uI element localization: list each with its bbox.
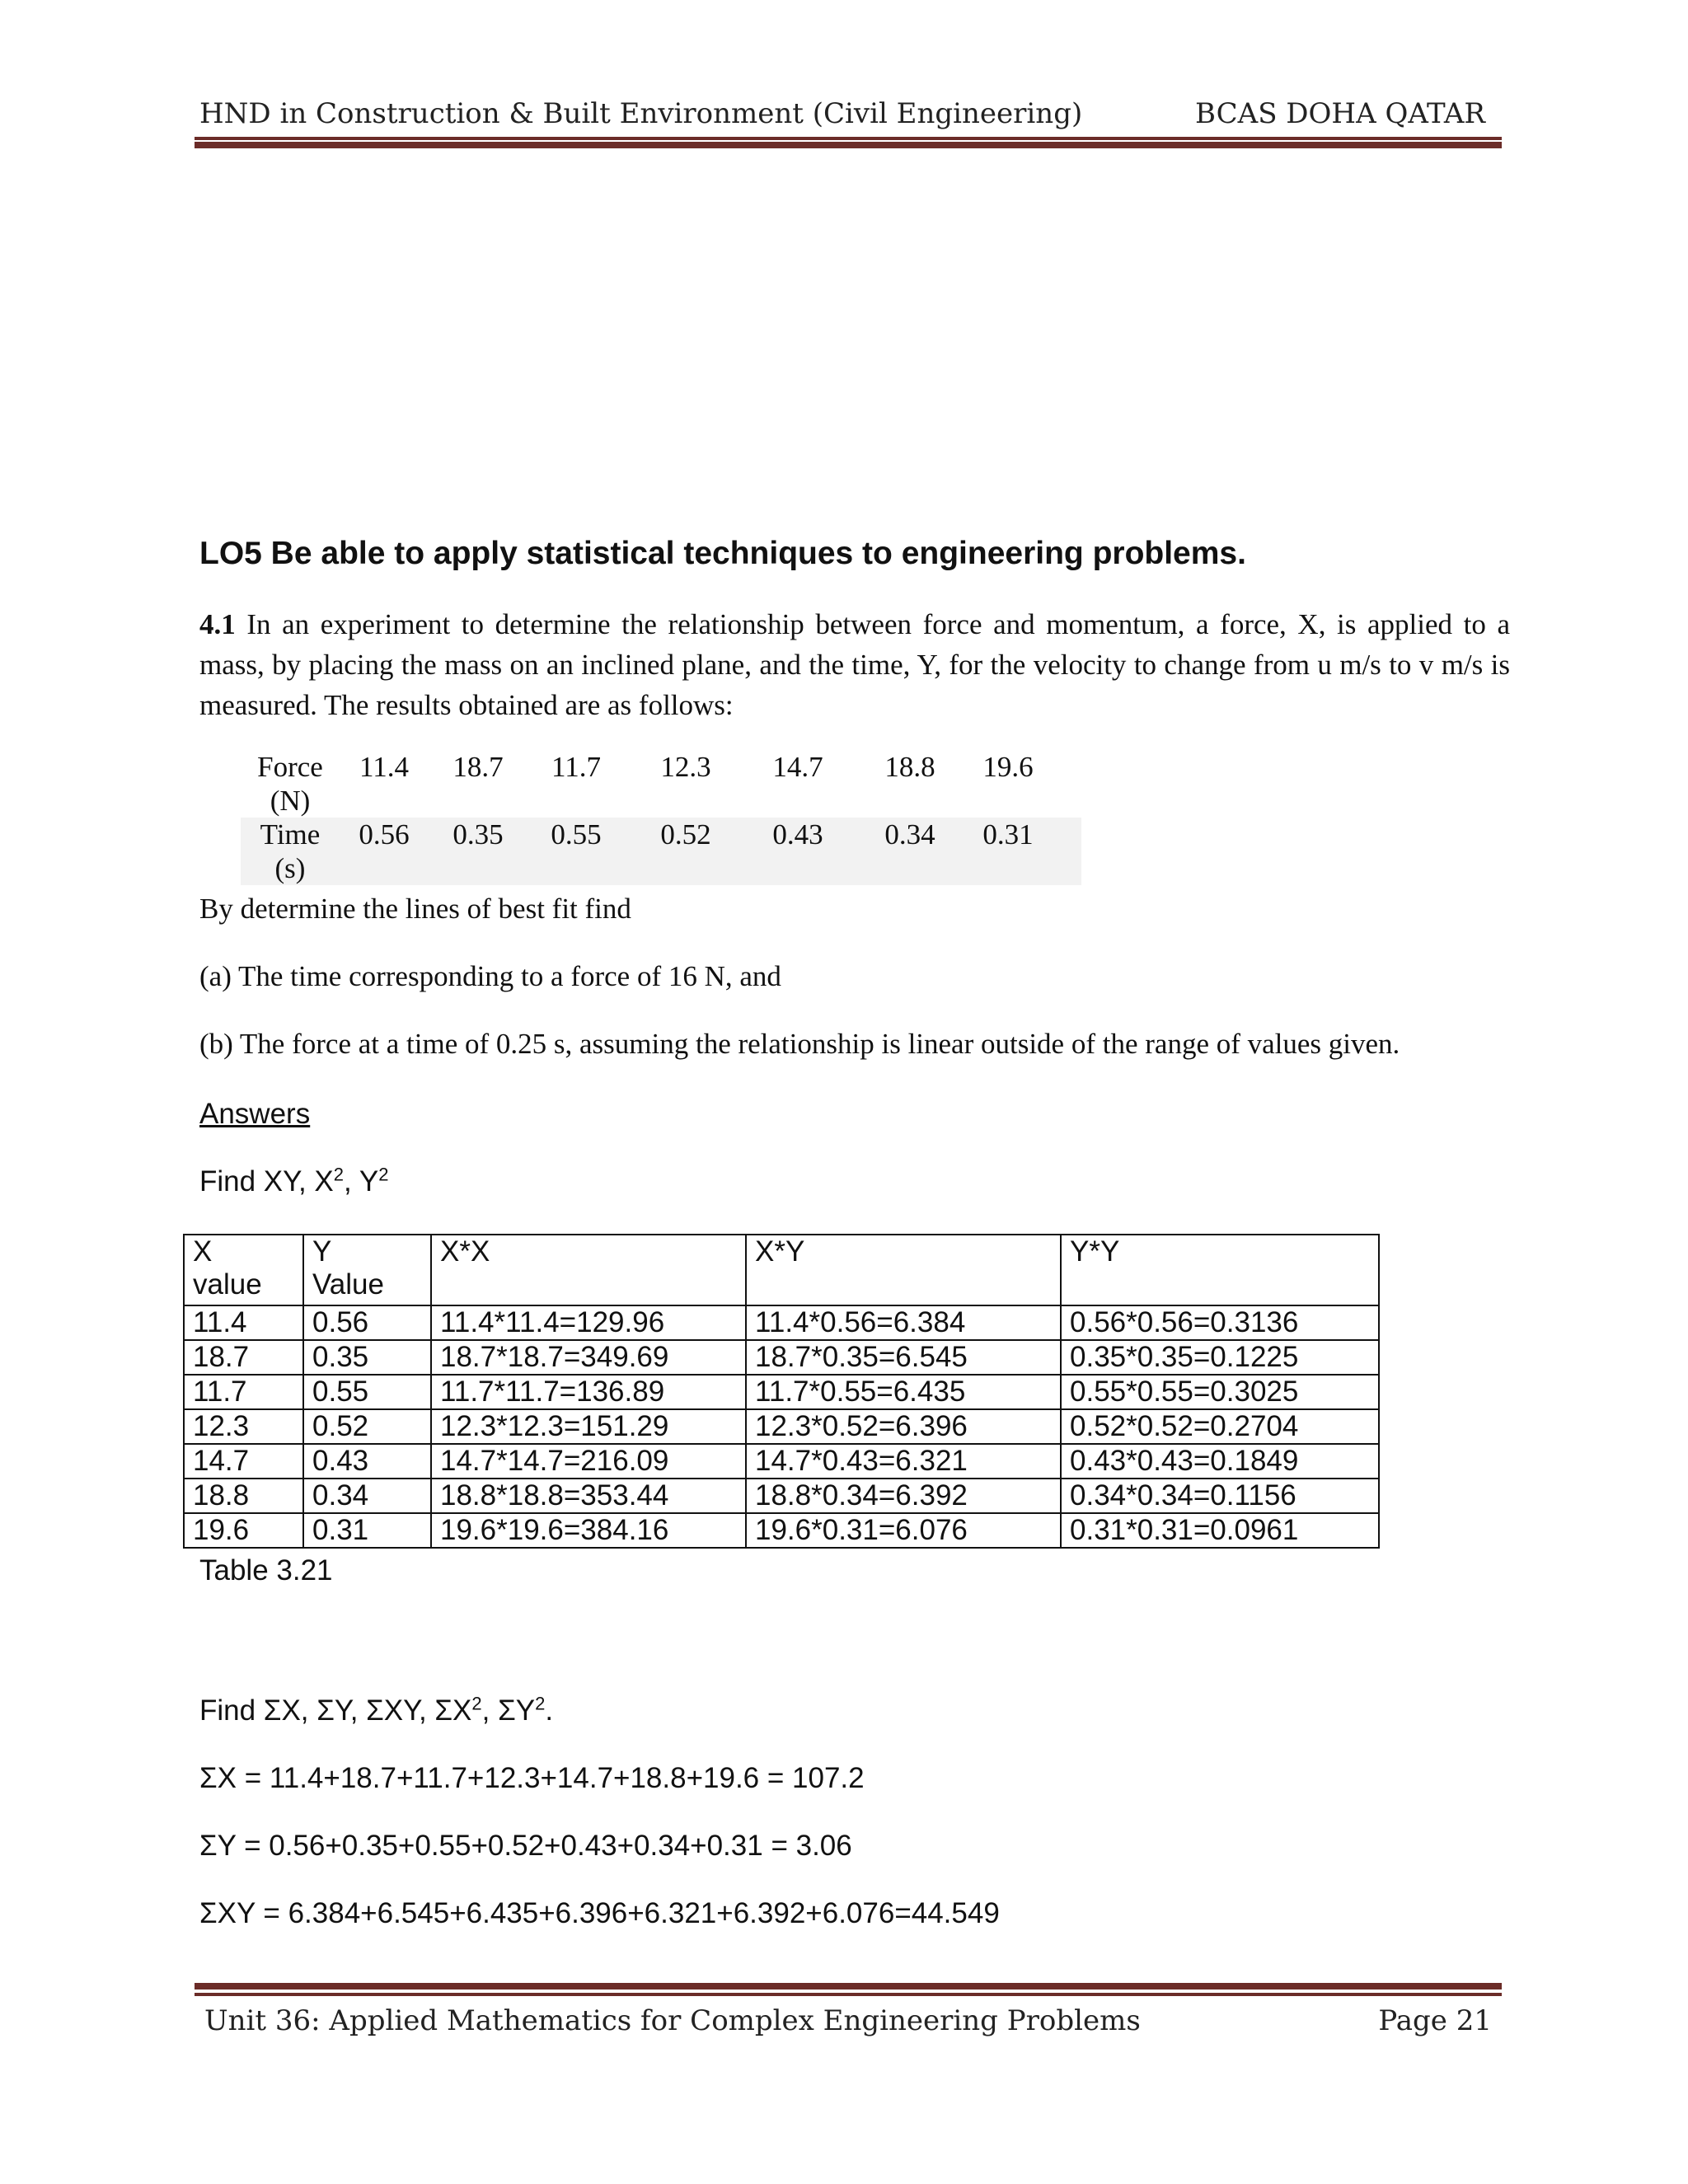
instruction-part-a: (a) The time corresponding to a force of 16 N, and (199, 960, 781, 992)
question-text: In an experiment to determine the relationship between force and momentum, a force, X, is applied to a mass, by placing the mass on an inclined plane, and the time, Y, for the velocity to change from u m/s to v m/s is measured. The results obtained are as follows: (199, 608, 1510, 721)
header-cell: Y*Y (1061, 1235, 1379, 1305)
time-row (241, 818, 1081, 885)
force-value: 19.6 (982, 751, 1034, 783)
force-value: 18.7 (452, 751, 504, 783)
footer-rule-thin (195, 1993, 1502, 1996)
time-value: 0.34 (849, 818, 971, 885)
table-row: 11.7 0.55 11.7*11.7=136.89 11.7*0.55=6.435 0.55*0.55=0.3025 (184, 1375, 1379, 1409)
products-table (183, 1234, 1380, 1549)
header-rule-thick (195, 142, 1502, 148)
sum-y-line: ΣY = 0.56+0.35+0.55+0.52+0.43+0.34+0.31 = 3.06 (199, 1830, 852, 1862)
table-header-row (184, 1235, 1379, 1305)
time-value: 0.31 (971, 818, 1045, 885)
force-label: Force (N) (257, 751, 323, 817)
table-row: 18.7 0.35 18.7*18.7=349.69 18.7*0.35=6.545 0.35*0.35=0.1225 (184, 1340, 1379, 1375)
table-row: 12.3 0.52 12.3*12.3=151.29 12.3*0.52=6.396 0.52*0.52=0.2704 (184, 1409, 1379, 1444)
question-number: 4.1 (199, 608, 236, 640)
force-value: 18.8 (884, 751, 935, 783)
footer-unit-title: Unit 36: Applied Mathematics for Complex Engineering Problems (204, 2004, 1141, 2037)
force-row (241, 750, 1081, 818)
header-institution: BCAS DOHA QATAR (1195, 97, 1485, 130)
sum-xy-line: ΣXY = 6.384+6.545+6.435+6.396+6.321+6.392+6.076=44.549 (199, 1897, 1000, 1929)
time-label: Time (s) (241, 818, 340, 885)
sum-x-line: ΣX = 11.4+18.7+11.7+12.3+14.7+18.8+19.6 = 107.2 (199, 1762, 865, 1794)
answers-heading: Answers (199, 1098, 311, 1130)
instruction-part-b: (b) The force at a time of 0.25 s, assuming the relationship is linear outside of the range of values given. (199, 1028, 1400, 1060)
table-row: 19.6 0.31 19.6*19.6=384.16 19.6*0.31=6.076 0.31*0.31=0.0961 (184, 1513, 1379, 1548)
learning-outcome-title: LO5 Be able to apply statistical techniques to engineering problems. (199, 536, 1246, 571)
force-value: 11.4 (359, 751, 409, 783)
page-number: Page 21 (1378, 2004, 1492, 2037)
force-time-table (241, 750, 1081, 885)
header-cell: X value (184, 1235, 303, 1305)
footer-rule-thick (195, 1983, 1502, 1990)
header-cell: X*Y (746, 1235, 1061, 1305)
force-value: 14.7 (772, 751, 823, 783)
time-value: 0.35 (429, 818, 528, 885)
header-cell: Y Value (303, 1235, 431, 1305)
table-row: 18.8 0.34 18.8*18.8=353.44 18.8*0.34=6.392 0.34*0.34=0.1156 (184, 1479, 1379, 1513)
table-caption: Table 3.21 (199, 1554, 333, 1586)
header-cell: X*X (431, 1235, 746, 1305)
header-rule-thin (195, 137, 1502, 140)
table-row: 11.4 0.56 11.4*11.4=129.96 11.4*0.56=6.384 0.56*0.56=0.3136 (184, 1305, 1379, 1340)
force-value: 12.3 (660, 751, 711, 783)
time-value: 0.43 (747, 818, 849, 885)
header-course-title: HND in Construction & Built Environment (Civil Engineering) (199, 97, 1083, 130)
force-value: 11.7 (551, 751, 601, 783)
time-value: 0.52 (625, 818, 747, 885)
time-value: 0.55 (528, 818, 625, 885)
time-value: 0.56 (340, 818, 429, 885)
find-products-line: Find XY, $X^2$, $Y^2$ (199, 1164, 389, 1197)
question-paragraph (199, 604, 1510, 725)
instruction-intro: By determine the lines of best fit find (199, 893, 631, 925)
find-sums-line: Find ΣX, ΣY, ΣXY, $\Sigma X^2$, $\Sigma Y^2$. (199, 1693, 554, 1727)
table-row: 14.7 0.43 14.7*14.7=216.09 14.7*0.43=6.321 0.43*0.43=0.1849 (184, 1444, 1379, 1479)
